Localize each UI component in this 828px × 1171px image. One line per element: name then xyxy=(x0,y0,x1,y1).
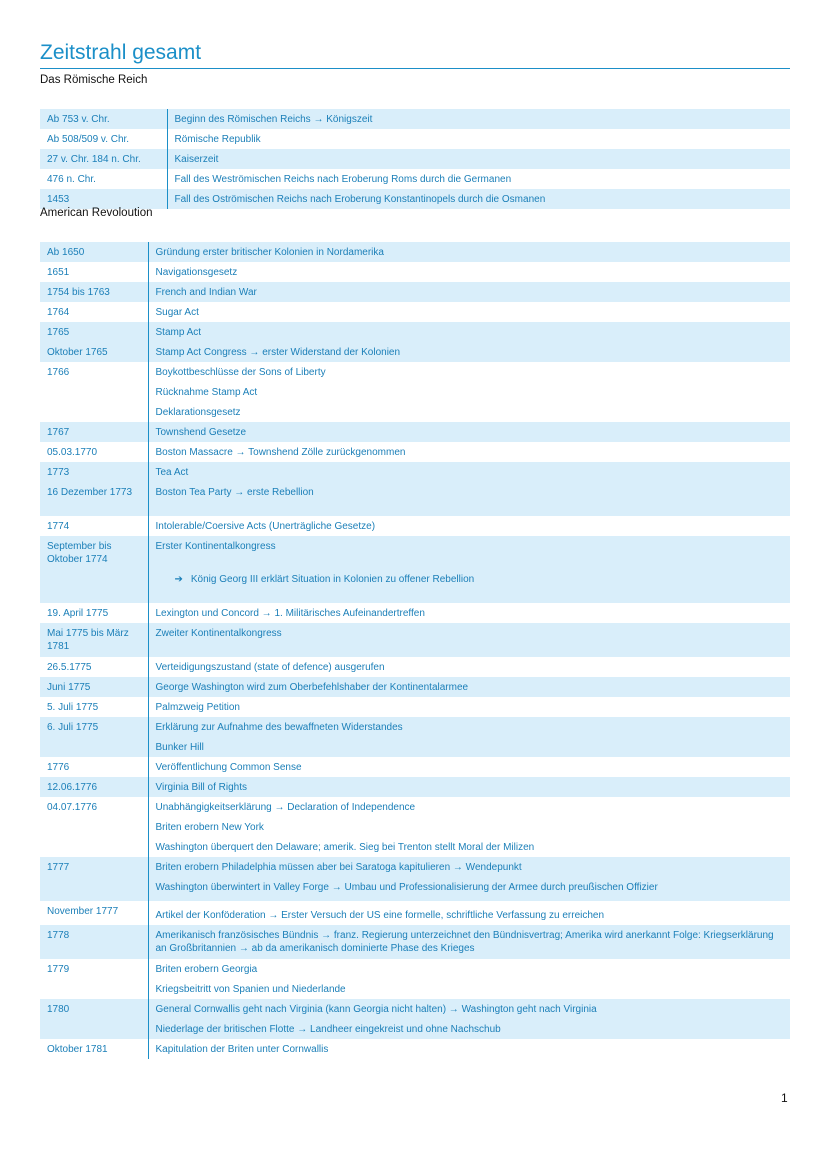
row-date: Ab 753 v. Chr. xyxy=(40,109,167,129)
row-text: Washington überquert den Delaware; amerik. Sieg bei Trenton stellt Moral der Milizen xyxy=(155,842,535,853)
row-date: 19. April 1775 xyxy=(40,603,148,623)
row-text: Unabhängigkeitserklärung → Declaration of Independence xyxy=(155,802,416,813)
row-date: 1779 xyxy=(40,959,148,979)
table-row xyxy=(40,422,790,442)
row-text: Verteidigungszustand (state of defence) ausgerufen xyxy=(155,662,385,673)
timeline-table-american-revolution xyxy=(40,242,790,1059)
row-date: 6. Juli 1775 xyxy=(40,717,148,737)
row-date xyxy=(40,837,148,857)
row-text: Erster Kontinentalkongress xyxy=(148,536,790,569)
section-heading-rome: Das Römische Reich xyxy=(40,74,148,86)
row-text: Gründung erster britischer Kolonien in Nordamerika xyxy=(148,242,790,262)
row-text: Briten erobern Philadelphia müssen aber bei Saratoga kapitulieren → Wendepunkt xyxy=(148,857,790,877)
row-date: 5. Juli 1775 xyxy=(40,697,148,717)
row-text: Artikel der Konföderation → Erster Versuch der US eine formelle, schriftliche Verfassung zu erreichen xyxy=(155,910,605,921)
row-text: Briten erobern New York xyxy=(155,822,264,833)
row-text: Beginn des Römischen Reichs → Königszeit xyxy=(167,109,790,129)
row-date xyxy=(40,737,148,757)
row-date: 1780 xyxy=(40,999,148,1019)
row-date: 27 v. Chr. 184 n. Chr. xyxy=(40,149,167,169)
row-date: 1776 xyxy=(40,757,148,777)
row-text-content: König Georg III erklärt Situation in Kolonien zu offener Rebellion xyxy=(190,574,475,585)
row-date: Oktober 1781 xyxy=(40,1039,148,1059)
row-text: Boston Massacre → Townshend Zölle zurückgenommen xyxy=(155,447,406,458)
row-text: Amerikanisch französisches Bündnis → franz. Regierung unterzeichnet den Bündnisvertrag; Amerika wird anerkannt Folge: Kriegserklärung an Großbritannien → ab da amerikanisch dominierte Phase des Krieges xyxy=(148,925,790,959)
row-date: 1754 bis 1763 xyxy=(40,282,148,302)
table-row xyxy=(40,717,790,737)
row-date: 1767 xyxy=(40,422,148,442)
row-text: Stamp Act Congress → erster Widerstand der Kolonien xyxy=(148,342,790,362)
row-date xyxy=(40,817,148,837)
table-row xyxy=(40,282,790,302)
row-date: 1764 xyxy=(40,302,148,322)
row-text: Deklarationsgesetz xyxy=(155,407,241,418)
table-row xyxy=(40,169,790,189)
row-text: George Washington wird zum Oberbefehlshaber der Kontinentalarmee xyxy=(148,677,790,697)
table-row xyxy=(40,442,790,462)
row-text: Tea Act xyxy=(148,462,790,482)
table-row xyxy=(40,925,790,959)
table-row xyxy=(40,362,790,382)
row-text xyxy=(148,569,790,603)
table-row xyxy=(40,129,790,149)
table-row xyxy=(40,677,790,697)
row-text: French and Indian War xyxy=(148,282,790,302)
table-row xyxy=(40,757,790,777)
table-row xyxy=(40,536,790,569)
table-row xyxy=(40,901,790,925)
table-row xyxy=(40,837,790,857)
row-date xyxy=(40,382,148,402)
row-text: Intolerable/Coersive Acts (Unerträgliche Gesetze) xyxy=(155,521,376,532)
table-row xyxy=(40,462,790,482)
row-date: 05.03.1770 xyxy=(40,442,148,462)
row-date: Ab 1650 xyxy=(40,242,148,262)
row-text: Washington überwintert in Valley Forge → Umbau und Professionalisierung der Armee durch preußischen Offizier xyxy=(148,877,790,901)
table-row xyxy=(40,959,790,979)
row-date: Ab 508/509 v. Chr. xyxy=(40,129,167,149)
row-date: 12.06.1776 xyxy=(40,777,148,797)
table-row xyxy=(40,402,790,422)
row-date: 1453 xyxy=(40,189,167,209)
table-row xyxy=(40,623,790,657)
row-text: Niederlage der britischen Flotte → Landheer eingekreist und ohne Nachschub xyxy=(148,1019,790,1039)
table-row xyxy=(40,737,790,757)
row-text: Boston Tea Party → erste Rebellion xyxy=(148,482,790,516)
table-row xyxy=(40,109,790,129)
row-text: Fall des Oströmischen Reichs nach Eroberung Konstantinopels durch die Osmanen xyxy=(167,189,790,209)
arrow-icon: ➔ xyxy=(174,574,183,585)
table-row xyxy=(40,149,790,169)
row-date: Mai 1775 bis März 1781 xyxy=(40,623,148,657)
timeline-table-rome xyxy=(40,109,790,209)
row-date: November 1777 xyxy=(40,901,148,925)
row-date: 1766 xyxy=(40,362,148,382)
table-row xyxy=(40,242,790,262)
row-date xyxy=(40,979,148,999)
row-text: Zweiter Kontinentalkongress xyxy=(148,623,790,657)
row-text: Kaiserzeit xyxy=(167,149,790,169)
row-date: 1778 xyxy=(40,925,148,959)
row-date: 1765 xyxy=(40,322,148,342)
row-text: Virginia Bill of Rights xyxy=(148,777,790,797)
row-text: Navigationsgesetz xyxy=(155,267,238,278)
page-number: 1 xyxy=(781,1091,788,1105)
table-row xyxy=(40,569,790,603)
row-date xyxy=(40,877,148,901)
table-row xyxy=(40,777,790,797)
row-text: Bunker Hill xyxy=(148,737,790,757)
row-date: 1651 xyxy=(40,262,148,282)
table-row xyxy=(40,482,790,516)
row-text: Römische Republik xyxy=(174,134,261,145)
table-row xyxy=(40,877,790,901)
row-text: Kapitulation der Briten unter Cornwallis xyxy=(155,1044,329,1055)
table-row xyxy=(40,262,790,282)
table-row xyxy=(40,603,790,623)
row-date: 1773 xyxy=(40,462,148,482)
row-date xyxy=(40,1019,148,1039)
table-row xyxy=(40,817,790,837)
table-row xyxy=(40,382,790,402)
table-row xyxy=(40,1039,790,1059)
table-row xyxy=(40,697,790,717)
table-row xyxy=(40,1019,790,1039)
row-date: 26.5.1775 xyxy=(40,657,148,677)
table-row xyxy=(40,797,790,817)
row-date: 476 n. Chr. xyxy=(40,169,167,189)
row-text: Stamp Act xyxy=(148,322,790,342)
row-text: Lexington und Concord → 1. Militärisches Aufeinandertreffen xyxy=(155,608,425,619)
row-text: Veröffentlichung Common Sense xyxy=(155,762,302,773)
row-text: Erklärung zur Aufnahme des bewaffneten Widerstandes xyxy=(148,717,790,737)
table-row xyxy=(40,322,790,342)
row-date: 04.07.1776 xyxy=(40,797,148,817)
document-page xyxy=(40,40,790,1059)
table-row xyxy=(40,979,790,999)
table-row xyxy=(40,657,790,677)
row-date xyxy=(40,402,148,422)
row-date: Oktober 1765 xyxy=(40,342,148,362)
row-date: 1777 xyxy=(40,857,148,877)
row-date: 16 Dezember 1773 xyxy=(40,482,148,516)
section-heading-american-revolution: American Revoloution xyxy=(40,207,153,219)
row-text: Sugar Act xyxy=(155,307,199,318)
row-date: Juni 1775 xyxy=(40,677,148,697)
row-text: Fall des Weströmischen Reichs nach Eroberung Roms durch die Germanen xyxy=(174,174,512,185)
table-row xyxy=(40,302,790,322)
row-text: Kriegsbeitritt von Spanien und Niederlande xyxy=(155,984,346,995)
table-row xyxy=(40,857,790,877)
row-text: Briten erobern Georgia xyxy=(155,964,258,975)
table-row xyxy=(40,516,790,536)
table-row xyxy=(40,342,790,362)
page-title: Zeitstrahl gesamt xyxy=(40,40,790,69)
row-date: September bis Oktober 1774 xyxy=(40,536,148,569)
row-text: Townshend Gesetze xyxy=(148,422,790,442)
table-row xyxy=(40,999,790,1019)
row-text: General Cornwallis geht nach Virginia (kann Georgia nicht halten) → Washington geht nach Virginia xyxy=(148,999,790,1019)
row-text: Rücknahme Stamp Act xyxy=(155,387,258,398)
row-text: Boykottbeschlüsse der Sons of Liberty xyxy=(155,367,326,378)
row-date xyxy=(40,569,148,603)
row-date: 1774 xyxy=(40,516,148,536)
row-text: Palmzweig Petition xyxy=(155,702,240,713)
